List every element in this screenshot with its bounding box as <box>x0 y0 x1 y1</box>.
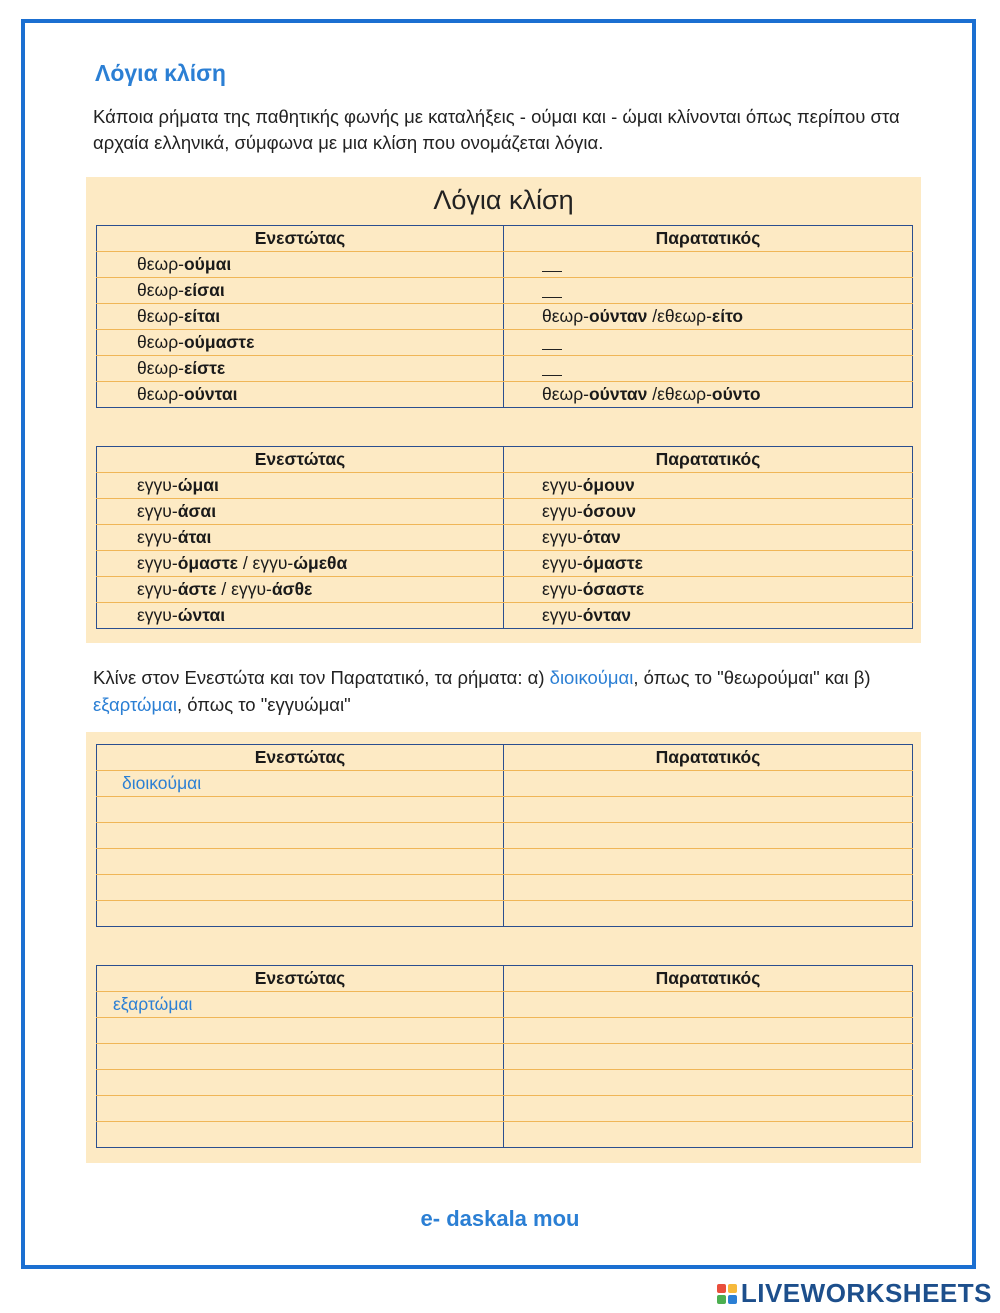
conjugation-table-1 <box>96 225 913 408</box>
imperfect-cell <box>504 356 913 382</box>
table-row <box>97 330 913 356</box>
table-row <box>97 1096 913 1122</box>
present-cell <box>97 330 504 356</box>
panel-heading: Λόγια κλίση <box>433 185 574 215</box>
verb-stem: θεωρ- <box>542 306 589 326</box>
answer-input-present[interactable] <box>97 823 504 849</box>
present-cell <box>97 304 504 330</box>
verb-stem: εγγυ- <box>137 501 178 521</box>
verb-ending: όμαστε <box>582 553 643 573</box>
verb-ending: όμουν <box>582 475 635 495</box>
verb-ending: είτο <box>711 306 744 326</box>
verb-ending: όταν <box>582 527 621 547</box>
table-row <box>97 849 913 875</box>
present-cell <box>97 525 504 551</box>
verb-ending: άται <box>177 527 212 547</box>
verb-stem: εγγυ- <box>542 579 583 599</box>
present-cell <box>97 356 504 382</box>
table-row <box>97 1018 913 1044</box>
verb-ending: άσαι <box>177 501 217 521</box>
verb-stem: θεωρ- <box>137 384 184 404</box>
conjugation-table-2 <box>96 446 913 629</box>
table-row <box>97 304 913 330</box>
verb-stem: εγγυ- <box>137 475 178 495</box>
verb-stem: θεωρ- <box>542 384 589 404</box>
answer-input-imperfect[interactable] <box>504 1122 913 1148</box>
table-row <box>97 992 913 1018</box>
verb-a: διοικούμαι <box>549 667 634 688</box>
verb-b: εξαρτώμαι <box>93 694 177 715</box>
column-header-imperfect: Παρατατικός <box>504 966 913 992</box>
table-row <box>97 1044 913 1070</box>
verb-stem: / εγγυ- <box>237 553 294 573</box>
table-row <box>97 473 913 499</box>
answer-input-present[interactable]: διοικούμαι <box>97 771 504 797</box>
verb-ending: ούνταν <box>588 306 648 326</box>
table-row <box>97 1070 913 1096</box>
imperfect-cell <box>504 603 913 629</box>
answer-input-imperfect[interactable] <box>504 771 913 797</box>
table-row <box>97 525 913 551</box>
answer-input-imperfect[interactable] <box>504 823 913 849</box>
blank-line <box>542 362 562 376</box>
answer-table-b <box>96 965 913 1148</box>
verb-ending: άσθε <box>271 579 313 599</box>
verb-ending: όσαστε <box>582 579 645 599</box>
imperfect-cell <box>504 304 913 330</box>
answer-input-imperfect[interactable] <box>504 901 913 927</box>
column-header-imperfect: Παρατατικός <box>504 745 913 771</box>
answer-input-present[interactable] <box>97 849 504 875</box>
verb-ending: άστε <box>177 579 217 599</box>
verb-stem: εγγυ- <box>137 527 178 547</box>
exercise-instructions <box>93 664 913 718</box>
verb-ending: ούνταν <box>588 384 648 404</box>
table-row <box>97 901 913 927</box>
answer-input-imperfect[interactable] <box>504 1096 913 1122</box>
answer-input-present[interactable] <box>97 797 504 823</box>
imperfect-cell <box>504 278 913 304</box>
answer-input-imperfect[interactable] <box>504 1044 913 1070</box>
imperfect-cell <box>504 473 913 499</box>
blank-line <box>542 258 562 272</box>
verb-stem: θεωρ- <box>137 280 184 300</box>
verb-stem: θεωρ- <box>137 358 184 378</box>
imperfect-cell <box>504 330 913 356</box>
table-row <box>97 797 913 823</box>
column-header-present: Ενεστώτας <box>97 447 504 473</box>
verb-ending: όμαστε <box>177 553 238 573</box>
verb-stem: /εθεωρ- <box>647 384 712 404</box>
verb-ending: ούντο <box>711 384 761 404</box>
answer-input-present[interactable] <box>97 1096 504 1122</box>
exercise-text: Κλίνε στον Ενεστώτα και τον Παρατατικό, τα ρήματα: α) <box>93 667 550 688</box>
verb-ending: ούνται <box>183 384 238 404</box>
column-header-present: Ενεστώτας <box>97 226 504 252</box>
answer-input-imperfect[interactable] <box>504 849 913 875</box>
answer-input-present[interactable] <box>97 1018 504 1044</box>
answer-input-present[interactable] <box>97 1070 504 1096</box>
column-header-present: Ενεστώτας <box>97 966 504 992</box>
table-row <box>97 499 913 525</box>
present-cell <box>97 499 504 525</box>
footer-brand: e- daskala mou <box>420 1206 580 1231</box>
exercise-text: , όπως το "εγγυώμαι" <box>176 694 351 715</box>
verb-stem: εγγυ- <box>542 501 583 521</box>
imperfect-cell <box>504 252 913 278</box>
verb-stem: εγγυ- <box>137 605 178 625</box>
column-header-imperfect: Παρατατικός <box>504 447 913 473</box>
table-row <box>97 1122 913 1148</box>
liveworksheets-logo-icon <box>717 1284 737 1304</box>
verb-stem: / εγγυ- <box>216 579 272 599</box>
table-row <box>97 551 913 577</box>
answer-input-present[interactable] <box>97 875 504 901</box>
verb-stem: εγγυ- <box>542 475 583 495</box>
verb-stem: εγγυ- <box>542 553 583 573</box>
verb-ending: είσαι <box>183 280 225 300</box>
present-cell <box>97 473 504 499</box>
present-cell <box>97 603 504 629</box>
imperfect-cell <box>504 525 913 551</box>
page-title: Λόγια κλίση <box>95 60 226 86</box>
verb-stem: θεωρ- <box>137 254 184 274</box>
exercise-text: , όπως το "θεωρούμαι" και β) <box>633 667 871 688</box>
blank-line <box>542 336 562 350</box>
table-row <box>97 278 913 304</box>
table-row <box>97 823 913 849</box>
verb-ending: είστε <box>183 358 226 378</box>
verb-stem: θεωρ- <box>137 332 184 352</box>
present-cell <box>97 551 504 577</box>
verb-ending: ούμαστε <box>183 332 255 352</box>
verb-stem: εγγυ- <box>542 605 583 625</box>
verb-stem: εγγυ- <box>542 527 583 547</box>
column-header-imperfect: Παρατατικός <box>504 226 913 252</box>
verb-stem: εγγυ- <box>137 579 178 599</box>
verb-ending: ώνται <box>177 605 226 625</box>
present-cell <box>97 577 504 603</box>
answer-input-imperfect[interactable] <box>504 875 913 901</box>
answer-table-a <box>96 744 913 927</box>
liveworksheets-logo[interactable] <box>717 1278 992 1309</box>
imperfect-cell <box>504 577 913 603</box>
table-row <box>97 577 913 603</box>
imperfect-cell <box>504 382 913 408</box>
verb-ending: ούμαι <box>183 254 232 274</box>
answer-input-present[interactable] <box>97 1122 504 1148</box>
answer-input-imperfect[interactable] <box>504 1070 913 1096</box>
present-cell <box>97 252 504 278</box>
verb-stem: θεωρ- <box>137 306 184 326</box>
answer-input-present[interactable] <box>97 1044 504 1070</box>
verb-stem: /εθεωρ- <box>647 306 712 326</box>
column-header-present: Ενεστώτας <box>97 745 504 771</box>
verb-ending: όνταν <box>582 605 631 625</box>
imperfect-cell <box>504 551 913 577</box>
answer-input-imperfect[interactable] <box>504 1018 913 1044</box>
imperfect-cell <box>504 499 913 525</box>
liveworksheets-wordmark: LIVEWORKSHEETS <box>740 1278 992 1308</box>
present-cell <box>97 278 504 304</box>
table-row <box>97 252 913 278</box>
intro-paragraph: Κάποια ρήματα της παθητικής φωνής με καταλήξεις - ούμαι και - ώμαι κλίνονται όπως περίπου στα αρχαία ελληνικά, σύμφωνα με μια κλίση που ονομάζεται λόγια. <box>93 106 900 153</box>
table-row <box>97 875 913 901</box>
answer-input-present[interactable] <box>97 901 504 927</box>
verb-ending: όσουν <box>582 501 636 521</box>
answer-input-imperfect[interactable] <box>504 992 913 1018</box>
verb-ending: ώμαι <box>177 475 219 495</box>
verb-ending: ώμεθα <box>293 553 348 573</box>
blank-line <box>542 284 562 298</box>
table-row <box>97 771 913 797</box>
verb-stem: εγγυ- <box>137 553 178 573</box>
answer-input-imperfect[interactable] <box>504 797 913 823</box>
table-row <box>97 356 913 382</box>
verb-ending: είται <box>183 306 221 326</box>
table-row <box>97 603 913 629</box>
present-cell <box>97 382 504 408</box>
table-row <box>97 382 913 408</box>
answer-input-present[interactable]: εξαρτώμαι <box>97 992 504 1018</box>
